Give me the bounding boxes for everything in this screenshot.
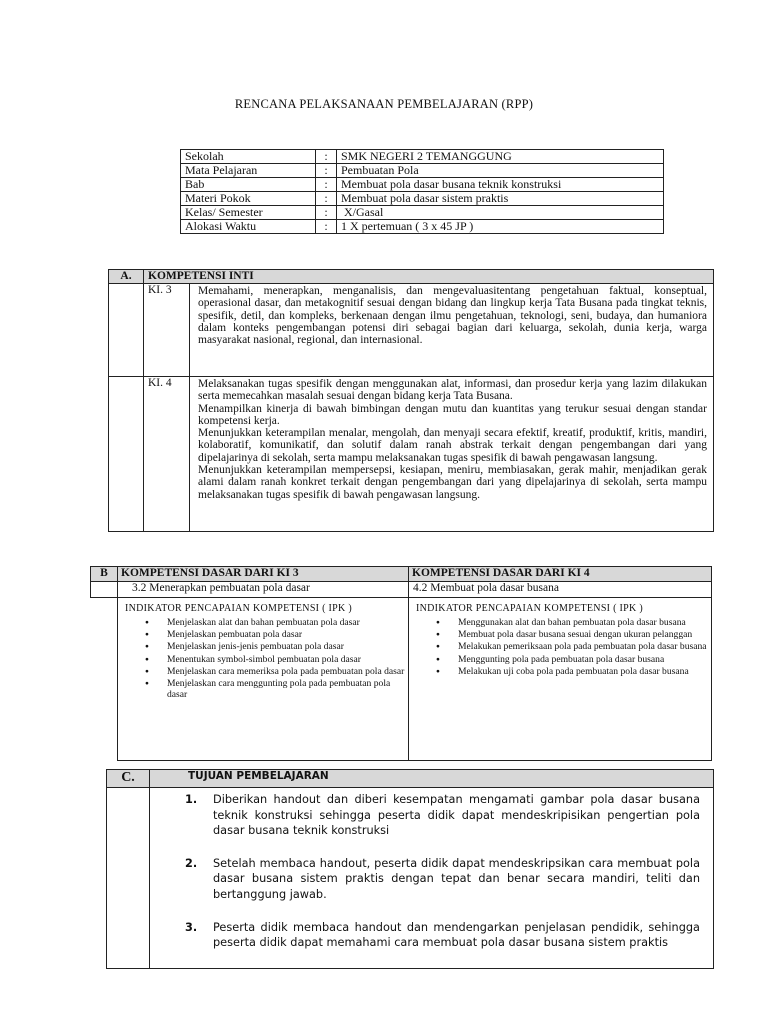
goal-item <box>185 856 700 903</box>
ipk3-list <box>121 617 405 700</box>
ki3-code: KI. 3 <box>144 284 190 377</box>
info-label: Sekolah <box>181 150 316 164</box>
section-b-table <box>90 566 712 761</box>
ipk3-cell <box>118 598 409 761</box>
list-item: ● Menjelaskan cara memeriksa pola pada pembuatan pola dasar <box>167 666 405 677</box>
empty-cell <box>109 284 144 377</box>
list-item: ● Menjelaskan alat dan bahan pembuatan pola dasar <box>167 617 405 628</box>
info-separator: : <box>316 220 337 234</box>
info-value: SMK NEGERI 2 TEMANGGUNG <box>337 150 664 164</box>
list-item: ● Melakukan uji coba pola pada pembuatan pola dasar busana <box>458 666 708 677</box>
info-separator: : <box>316 164 337 178</box>
empty-cell <box>109 377 144 532</box>
empty-cell <box>91 582 118 598</box>
goal-number: 1. <box>185 793 198 806</box>
info-row-bab <box>181 178 664 192</box>
ipk4-cell <box>409 598 712 761</box>
kd3-text: 3.2 Menerapkan pembuatan pola dasar <box>118 582 409 598</box>
kd4-heading: KOMPETENSI DASAR DARI KI 4 <box>409 567 712 582</box>
list-item: ● Menjelaskan pembuatan pola dasar <box>167 629 405 640</box>
info-value: Membuat pola dasar sistem praktis <box>337 192 664 206</box>
ki3-row <box>109 284 714 377</box>
section-c-table <box>106 769 714 969</box>
section-a-label: A. <box>109 270 144 284</box>
info-separator: : <box>316 192 337 206</box>
info-label: Alokasi Waktu <box>181 220 316 234</box>
info-value: Membuat pola dasar busana teknik konstruksi <box>337 178 664 192</box>
section-b-label: B <box>91 567 118 582</box>
info-value: Pembuatan Pola <box>337 164 664 178</box>
info-row-alokasi-waktu <box>181 220 664 234</box>
info-row-materi-pokok <box>181 192 664 206</box>
info-row-mata-pelajaran <box>181 164 664 178</box>
list-item: ● Menggunting pola pada pembuatan pola dasar busana <box>458 654 708 665</box>
ipk3-title: INDIKATOR PENCAPAIAN KOMPETENSI ( IPK ) <box>125 603 352 614</box>
ipk4-title: INDIKATOR PENCAPAIAN KOMPETENSI ( IPK ) <box>416 603 643 614</box>
info-separator: : <box>316 206 337 220</box>
section-a-header <box>109 270 714 284</box>
section-c-label: C. <box>107 770 150 788</box>
list-item: ● Menjelaskan cara menggunting pola pada pembuatan pola dasar <box>167 678 405 700</box>
info-table <box>180 149 664 234</box>
goal-number: 3. <box>185 920 198 934</box>
ki4-text <box>190 377 714 532</box>
section-c-header <box>107 770 714 788</box>
goals-list <box>153 788 710 951</box>
info-label: Mata Pelajaran <box>181 164 316 178</box>
kd-row <box>91 582 712 598</box>
document-title: RENCANA PELAKSANAAN PEMBELAJARAN (RPP) <box>234 97 534 111</box>
ki4-row <box>109 377 714 532</box>
ki4-paragraph-2: Menampilkan kinerja di bawah bimbingan dengan mutu dan kuantitas yang terukur sesuai dengan standar kompetensi kerja. <box>198 402 707 427</box>
ki3-paragraph: Memahami, menerapkan, menganalisis, dan mengevaluasitentang pengetahuan faktual, konseptual, operasional dasar, dan metakognitif sesuai dengan bidang dan lingkup kerja Tata Busana pada tingkat teknis, spesifik, detil, dan kompleks, berkenaan dengan ilmu pengetahuan, teknologi, seni, budaya, dan humaniora dalam konteks pengembangan potensi diri sebagai bagian dari keluarga, sekolah, dunia kerja, warga masyarakat nasional, regional, dan internasional. <box>198 285 707 347</box>
kd4-text: 4.2 Membuat pola dasar busana <box>409 582 712 598</box>
goal-text: Setelah membaca handout, peserta didik dapat mendeskripsikan cara membuat pola dasar busana sistem praktis dengan tepat dan benar secara mandiri, teliti dan bertanggung jawab. <box>213 856 700 901</box>
goal-item <box>185 920 700 951</box>
goal-number: 2. <box>185 856 198 870</box>
kd3-heading: KOMPETENSI DASAR DARI KI 3 <box>118 567 409 582</box>
empty-cell <box>107 788 150 969</box>
list-item: ● Melakukan pemeriksaan pola pada pembuatan pola dasar busana <box>458 641 708 652</box>
ki4-paragraph-4: Menunjukkan keterampilan mempersepsi, kesiapan, meniru, membiasakan, gerak mahir, menjadikan gerak alami dalam ranah konkret terkait dengan pengembangan dari yang dipelajarinya di sekolah, serta mampu melaksanakan tugas spesifik di bawah pengawasan langsung. <box>198 464 707 501</box>
info-value: 1 X pertemuan ( 3 x 45 JP ) <box>337 220 664 234</box>
info-label: Bab <box>181 178 316 192</box>
list-item: ● Menjelaskan jenis-jenis pembuatan pola dasar <box>167 641 405 652</box>
list-item: ● Menentukan symbol-simbol pembuatan pola dasar <box>167 654 405 665</box>
goal-item <box>185 792 700 839</box>
ki4-code: KI. 4 <box>144 377 190 532</box>
info-label: Kelas/ Semester <box>181 206 316 220</box>
info-value: X/Gasal <box>337 206 664 220</box>
section-c-heading: TUJUAN PEMBELAJARAN <box>150 770 714 788</box>
info-separator: : <box>316 178 337 192</box>
section-c-body <box>107 788 714 969</box>
list-item: ● Menggunakan alat dan bahan pembuatan pola dasar busana <box>458 617 708 628</box>
section-a-heading: KOMPETENSI INTI <box>144 270 714 284</box>
ipk4-list <box>412 617 708 677</box>
info-label: Materi Pokok <box>181 192 316 206</box>
goals-cell <box>150 788 714 969</box>
ki4-paragraph-1: Melaksanakan tugas spesifik dengan menggunakan alat, informasi, dan prosedur kerja yang lazim dilakukan serta memecahkan masalah sesuai dengan bidang kerja Tata Busana. <box>198 378 707 403</box>
ki4-paragraph-3: Menunjukkan keterampilan menalar, mengolah, dan menyaji secara efektif, kreatif, produktif, kritis, mandiri, kolaboratif, komunikatif, dan solutif dalam ranah abstrak terkait dengan pengembangan dari yang dipelajarinya di sekolah, serta mampu melaksanakan tugas spesifik di bawah pengawasan langsung. <box>198 427 707 464</box>
list-item: ● Membuat pola dasar busana sesuai dengan ukuran pelanggan <box>458 629 708 640</box>
empty-cell <box>91 598 118 761</box>
goal-text: Diberikan handout dan diberi kesempatan mengamati gambar pola dasar busana teknik konstruksi sehingga peserta didik dapat mendeskripisikan pengertian pola dasar busana teknik konstruksi <box>213 793 700 838</box>
info-row-kelas-semester <box>181 206 664 220</box>
info-separator: : <box>316 150 337 164</box>
section-b-header <box>91 567 712 582</box>
section-a-table <box>108 269 714 532</box>
ipk-row <box>91 598 712 761</box>
goal-text: Peserta didik membaca handout dan mendengarkan penjelasan pendidik, sehingga peserta didik dapat memahami cara membuat pola dasar busana sistem praktis <box>213 920 700 950</box>
info-row-sekolah <box>181 150 664 164</box>
ki3-text <box>190 284 714 377</box>
